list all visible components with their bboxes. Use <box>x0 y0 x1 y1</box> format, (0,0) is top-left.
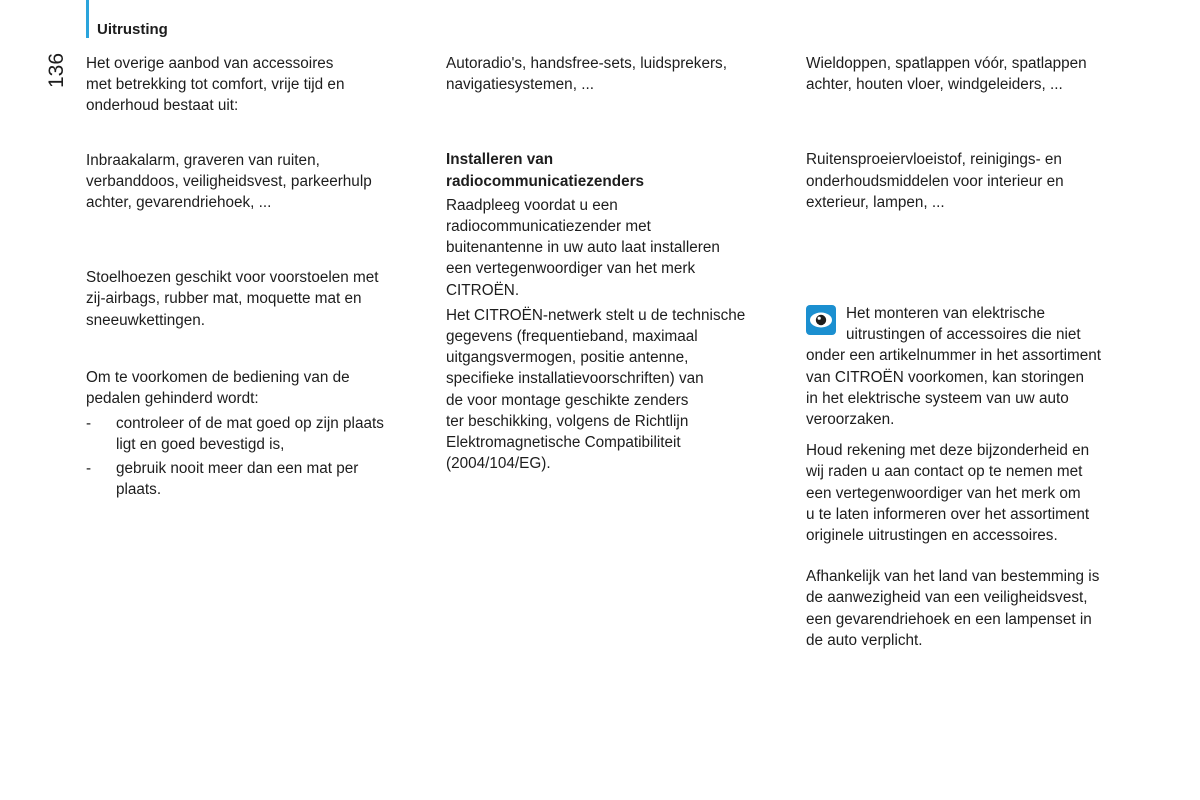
list-item-text <box>116 458 358 500</box>
paragraph-network-specs <box>446 305 786 475</box>
list-dash: - <box>86 415 92 433</box>
section-accent-bar <box>86 0 89 38</box>
page-number-wrap <box>45 52 80 88</box>
warning-note <box>806 303 1141 430</box>
text-line: gebruik nooit meer dan een mat per <box>116 459 359 477</box>
paragraph-exterior <box>806 53 1141 95</box>
paragraph-intro <box>86 53 426 117</box>
paragraph-pedals <box>86 367 426 409</box>
text-line: Wieldoppen, spatlappen vóór, spatlappen <box>806 55 1087 72</box>
text-line: (2004/104/EG). <box>446 455 551 473</box>
text-line: originele uitrustingen en accessoires. <box>806 527 1058 545</box>
page-number: 136 <box>45 52 68 88</box>
text-line: Elektromagnetische Compatibiliteit <box>446 434 681 452</box>
text-line: de auto verplicht. <box>806 631 923 649</box>
text-line: Installeren van <box>446 151 554 169</box>
paragraph-seat-covers <box>86 267 426 331</box>
text-line: verbanddoos, veiligheidsvest, parkeerhulp <box>86 172 372 190</box>
text-line: onderhoud bestaat uit: <box>86 97 239 115</box>
text-line: Het CITROËN-netwerk stelt u de technische <box>446 306 746 324</box>
text-line: gegevens (frequentieband, maximaal <box>446 328 698 346</box>
column-right <box>806 53 1141 651</box>
eye-icon <box>806 305 836 335</box>
text-line: Raadpleeg voordat u een <box>446 196 618 214</box>
text-line: Afhankelijk van het land van bestemming is <box>806 568 1100 586</box>
text-line: plaats. <box>116 480 162 498</box>
text-line: in het elektrische systeem van uw auto <box>806 389 1069 407</box>
heading-radio-transmitters <box>446 149 786 191</box>
text-line: buitenantenne in uw auto laat installeren <box>446 239 720 257</box>
text-line: Het overige aanbod van accessoires <box>86 55 334 72</box>
column-left <box>86 53 426 500</box>
text-line: Autoradio's, handsfree-sets, luidsprekers, <box>446 55 727 72</box>
list-dash: - <box>86 459 92 477</box>
text-line: veroorzaken. <box>806 411 895 429</box>
text-line: specifieke installatievoorschriften) van <box>446 370 704 388</box>
list-item <box>86 458 426 500</box>
text-line: controleer of de mat goed op zijn plaats <box>116 415 384 433</box>
column-middle <box>446 53 786 474</box>
text-line: de aanwezigheid van een veiligheidsvest, <box>806 589 1088 607</box>
text-line: achter, gevarendriehoek, ... <box>86 194 272 212</box>
text-line: Ruitensproeiervloeistof, reinigings- en <box>806 151 1062 169</box>
paragraph-country-requirements <box>806 566 1141 651</box>
text-line: een gevarendriehoek en een lampenset in <box>806 610 1092 628</box>
text-line: achter, houten vloer, windgeleiders, ... <box>806 76 1063 94</box>
paragraph-consult <box>446 195 786 301</box>
text-line: zij-airbags, rubber mat, moquette mat en <box>86 290 362 308</box>
text-line: Houd rekening met deze bijzonderheid en <box>806 442 1090 460</box>
dash-list <box>86 413 426 500</box>
text-line: wij raden u aan contact op te nemen met <box>806 463 1083 481</box>
paragraph-security-items <box>86 150 426 214</box>
text-line: Inbraakalarm, graveren van ruiten, <box>86 151 320 169</box>
text-line: uitgangsvermogen, positie antenne, <box>446 349 689 367</box>
list-item-text <box>116 413 384 455</box>
section-title: Uitrusting <box>97 21 168 38</box>
text-line: radiocommunicatiezenders <box>446 172 645 190</box>
text-line: radiocommunicatiezender met <box>446 218 651 236</box>
text-line: sneeuwkettingen. <box>86 311 206 329</box>
text-line: uitrustingen of accessoires die niet <box>846 326 1081 344</box>
list-item <box>86 413 426 455</box>
text-line: ter beschikking, volgens de Richtlijn <box>446 412 689 430</box>
text-line: exterieur, lampen, ... <box>806 193 945 211</box>
text-line: Om te voorkomen de bediening van de <box>86 368 350 386</box>
text-line: een vertegenwoordiger van het merk om <box>806 484 1081 502</box>
text-line: navigatiesystemen, ... <box>446 76 594 94</box>
text-line: een vertegenwoordiger van het merk <box>446 260 696 278</box>
paragraph-advice <box>806 440 1141 546</box>
paragraph-audio <box>446 53 786 95</box>
text-line: pedalen gehinderd wordt: <box>86 390 259 408</box>
text-line: ligt en goed bevestigd is, <box>116 436 285 454</box>
text-line: Het monteren van elektrische <box>846 305 1045 323</box>
text-line: van CITROËN voorkomen, kan storingen <box>806 368 1085 386</box>
text-line: Stoelhoezen geschikt voor voorstoelen met <box>86 269 379 287</box>
text-line: onder een artikelnummer in het assortiment <box>806 347 1102 365</box>
text-line: met betrekking tot comfort, vrije tijd en <box>86 76 345 94</box>
text-line: onderhoudsmiddelen voor interieur en <box>806 172 1064 190</box>
text-line: CITROËN. <box>446 281 520 299</box>
text-line: u te laten informeren over het assortiment <box>806 505 1090 523</box>
paragraph-cleaning <box>806 149 1141 213</box>
note-text <box>806 303 1141 430</box>
text-line: de voor montage geschikte zenders <box>446 391 689 409</box>
